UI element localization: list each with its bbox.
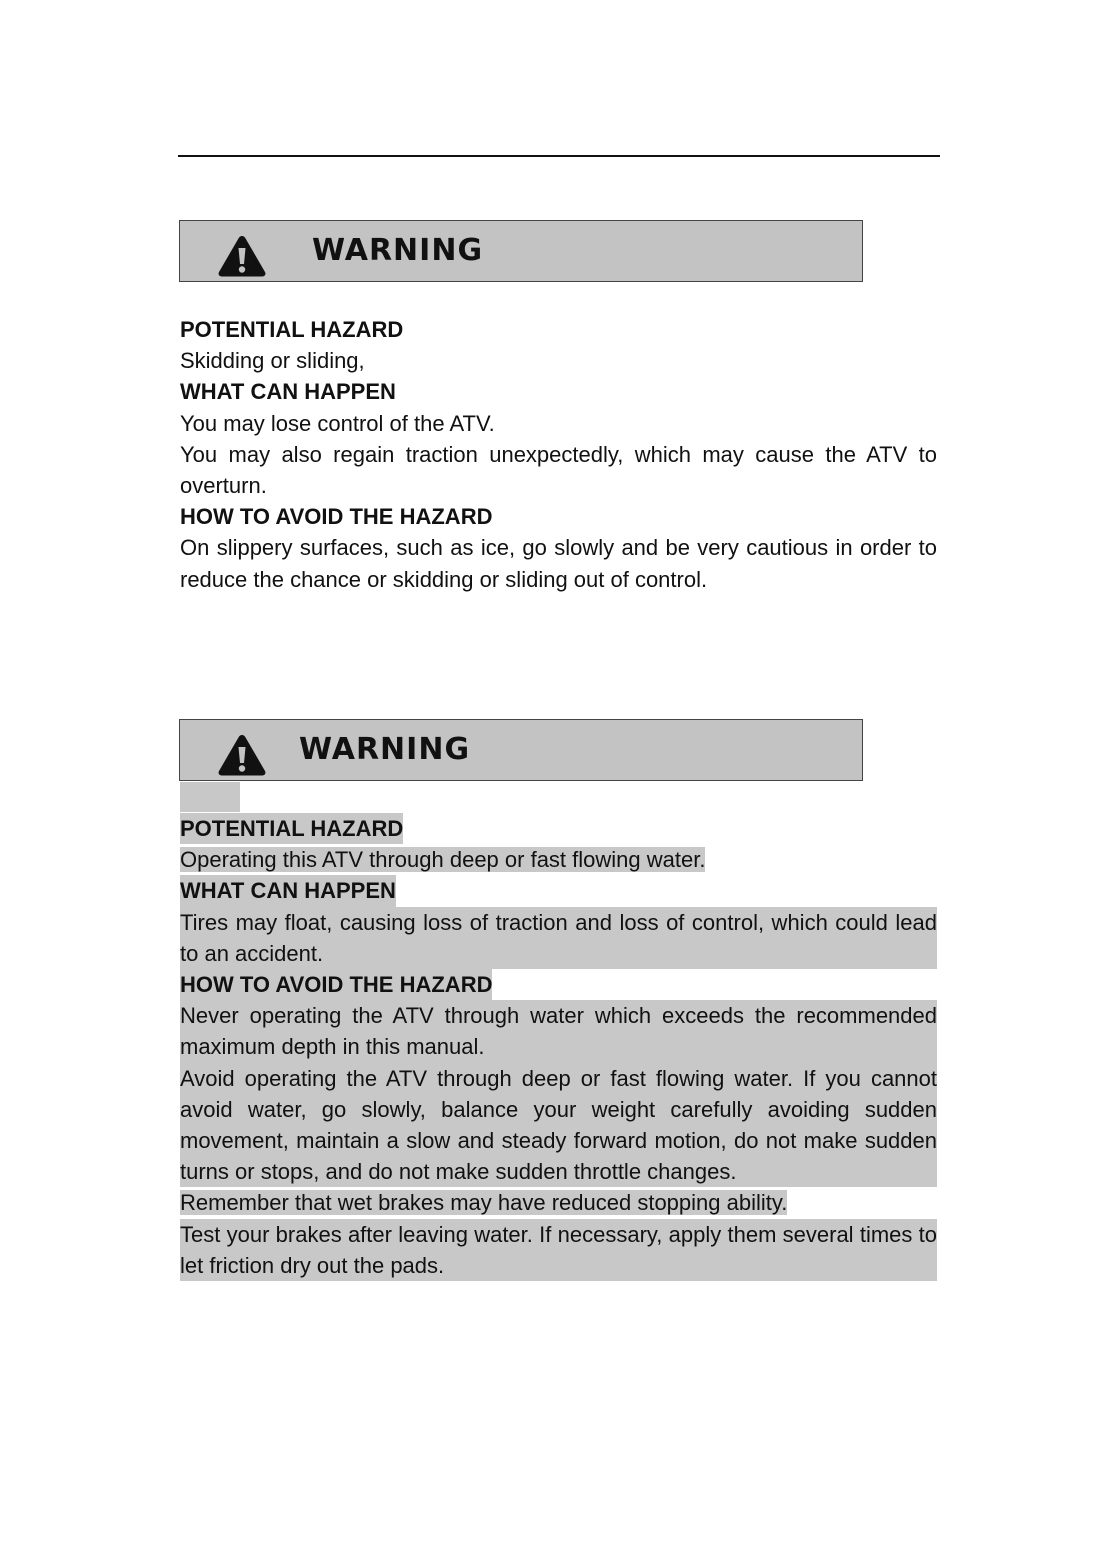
- potential-hazard-heading: POTENTIAL HAZARD: [180, 317, 404, 342]
- potential-hazard-text-span: Operating this ATV through deep or fast flowing water.: [180, 847, 706, 873]
- how-to-avoid-paragraph: Never operating the ATV through water which exceeds the recommended maximum depth in this manual.: [180, 1000, 937, 1062]
- how-to-avoid-paragraph: Test your brakes after leaving water. If necessary, apply them several times to let friction dry out the pads.: [180, 1219, 937, 1281]
- highlight-spacer: [180, 782, 240, 812]
- what-can-happen-paragraph: You may also regain traction unexpectedly, which may cause the ATV to overturn.: [180, 441, 937, 499]
- what-can-happen-heading: WHAT CAN HAPPEN: [180, 875, 396, 906]
- warning-body: [180, 314, 937, 595]
- how-to-avoid-paragraph: [180, 1187, 937, 1218]
- what-can-happen-paragraph: Tires may float, causing loss of traction and loss of control, which could lead to an accident.: [180, 907, 937, 969]
- warning-label: WARNING: [312, 233, 484, 268]
- what-can-happen-heading: WHAT CAN HAPPEN: [180, 379, 396, 405]
- what-can-happen-paragraph: You may lose control of the ATV.: [180, 410, 495, 436]
- warning-triangle-icon: [217, 234, 267, 278]
- how-to-avoid-heading: HOW TO AVOID THE HAZARD: [180, 504, 493, 530]
- warning-label: WARNING: [299, 732, 471, 767]
- how-to-avoid-paragraph-span: Remember that wet brakes may have reduced stopping ability.: [180, 1190, 788, 1216]
- how-to-avoid-paragraph: Avoid operating the ATV through deep or fast flowing water. If you cannot avoid water, go slowly, balance your weight carefully avoiding sudden movement, maintain a slow and steady forward motion, do not make sudden turns or stops, and do not make sudden throttle changes.: [180, 1063, 937, 1188]
- warning-banner: [179, 220, 863, 282]
- how-to-avoid-paragraph: On slippery surfaces, such as ice, go slowly and be very cautious in order to reduce the chance or skidding or sliding out of control.: [180, 535, 937, 592]
- how-to-avoid-heading: HOW TO AVOID THE HAZARD: [180, 969, 492, 1000]
- potential-hazard-heading: POTENTIAL HAZARD: [180, 813, 403, 844]
- warning-banner: [179, 719, 863, 781]
- warning-triangle-icon: [217, 733, 267, 777]
- warning-body: [180, 813, 937, 1281]
- potential-hazard-text: [180, 844, 937, 875]
- potential-hazard-text: Skidding or sliding,: [180, 348, 365, 374]
- header-rule: [178, 155, 940, 157]
